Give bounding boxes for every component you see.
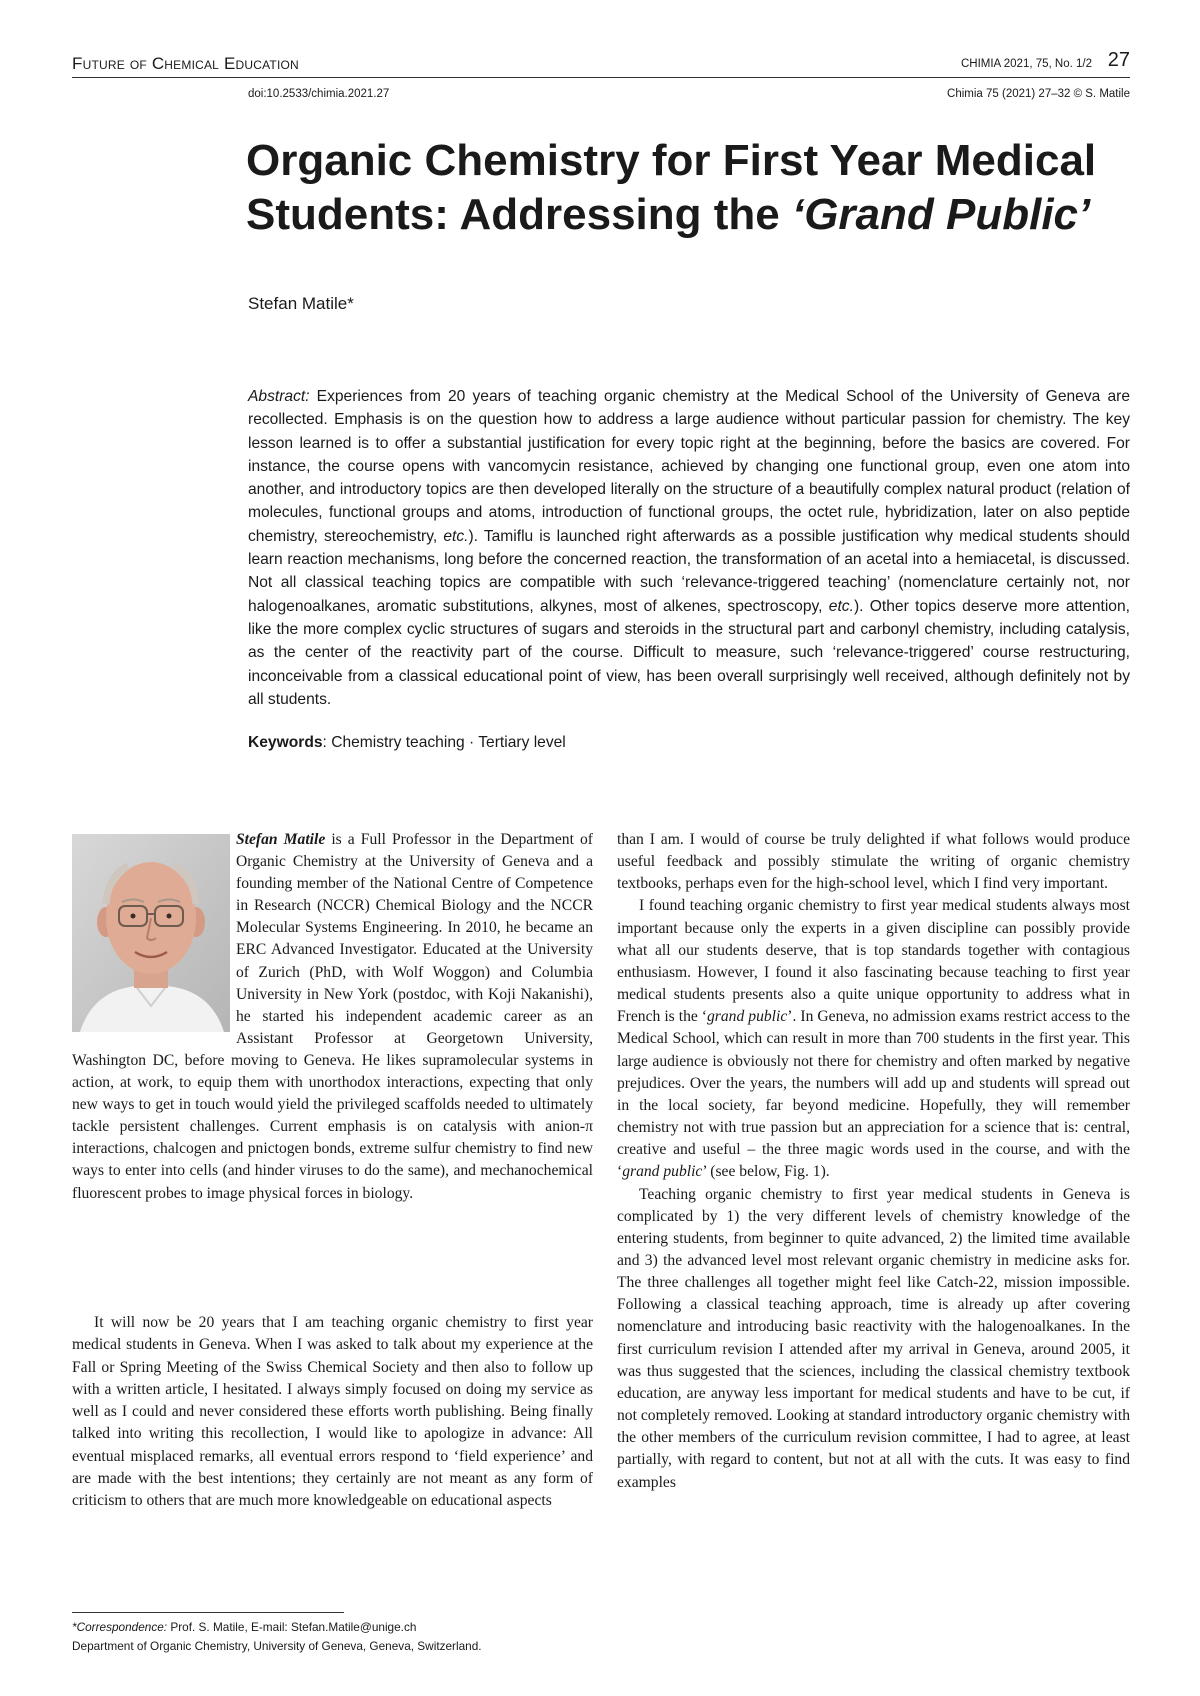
abstract (248, 385, 1130, 711)
abstract-text: ). Tamiflu is launched right afterwards as a possible justification why medical students should learn reaction mechanisms, long before the concerned reaction, the transformation of an acetal into a hemiacetal, is discussed. Not all classical teaching topics are compatible with such ‘relevance-triggered teaching’ (nomenclature certainly not, nor halogenoalkanes, aromatic substitutions, alkynes, most of alkenes, spectroscopy, (248, 527, 1130, 615)
body-paragraph: It will now be 20 years that I am teaching organic chemistry to first year medical students in Geneva. When I was asked to talk about my experience at the Fall or Spring Meeting of the Swiss Chemical Society and then also to follow up with a written article, I hesitated. I always simply focused on doing my service as well as I could and never considered these efforts worth publishing. Being finally talked into writing this recollection, I would like to apologize in advance: All eventual misplaced remarks, all eventual errors respond to ‘field experience’ and are made with the best intentions; they certainly are not meant as any form of criticism to others that are much more knowledgeable on educational aspects (72, 1314, 593, 1510)
journal-section-title (72, 54, 299, 74)
author-bio (72, 829, 593, 1205)
correspondence-text[interactable]: Prof. S. Matile, E-mail: Stefan.Matile@unige.ch (167, 1620, 417, 1634)
doi[interactable]: doi:10.2533/chimia.2021.27 (248, 88, 390, 100)
keywords-text: : Chemistry teaching · Tertiary level (322, 734, 566, 751)
page-number: 27 (1107, 49, 1130, 71)
section-label: Future of Chemical Education (72, 54, 299, 73)
footnote (72, 1618, 632, 1656)
right-column (617, 829, 1130, 1494)
body-paragraph (617, 895, 1130, 1183)
bio-name: Stefan Matile (236, 831, 326, 848)
affiliation: Department of Organic Chemistry, University of Geneva, Geneva, Switzerland. (72, 1639, 482, 1653)
copyright-line: Chimia 75 (2021) 27–32 © S. Matile (947, 88, 1130, 100)
emphasis-text: grand public (622, 1163, 703, 1181)
emphasis-text: grand public (707, 1008, 788, 1026)
abstract-text: ). Other topics deserve more attention, like the more complex cyclic structures of sugars and steroids in the structural part and carbonyl chemistry, including catalysis, as the center of the reactivity part of the course. Difficult to measure, such ‘relevance-triggered’ course restructuring, inconceivable from a classical educational point of view, has been overall surprisingly well received, although definitely not by all students. (248, 597, 1130, 708)
abstract-etc: etc. (443, 527, 469, 545)
keywords-label: Keywords (248, 734, 323, 751)
abstract-etc: etc. (828, 597, 854, 615)
article-title (246, 134, 1146, 242)
body-paragraph: Teaching organic chemistry to first year medical students in Geneva is complicated by 1) the very different levels of chemistry knowledge of the entering students, from beginner to quite advanced, 2) the limited time available and 3) the advanced level most relevant organic chemistry in medicine asks for. The three challenges all together might feel like Catch-22, mission impossible. Following a classical teaching approach, time is already up after covering nomenclature and introducing basic reactivity with the halogenoalkanes. In the first curriculum revision I attended after my arrival in Geneva, around 2005, it was thus suggested that the sciences, including the classical chemistry textbook education, are anyway less important for medical students and have to be cut, if not completely removed. Looking at standard introductory organic chemistry with the other members of the curriculum revision committee, I had to agree, at least partially, with regard to content, but not at all with the cuts. It was easy to find examples (617, 1185, 1130, 1491)
paragraph-text: I found teaching organic chemistry to first year medical students always most important because only the experts in a given discipline can possibly provide what all our students deserve, that is top standards together with contagious enthusiasm. However, I found it also fascinating because teaching to first year medical students presents also a quite unique opportunity to address what in French is the ‘ (617, 897, 1130, 1026)
header-divider (72, 77, 1130, 78)
abstract-text: Experiences from 20 years of teaching organic chemistry at the Medical School of the University of Geneva are recollected. Emphasis is on the question how to address a large audience without particular passion for chemistry. The key lesson learned is to offer a substantial justification for every topic right at the beginning, before the basics are covered. For instance, the course opens with vancomycin resistance, achieved by changing one functional group, even one atom into another, and introductory topics are then developed literally on the structure of a beautifully complex natural product (relation of molecules, functional groups and atoms, introduction of functional groups, the octet rule, hybridization, later on also peptide chemistry, stereochemistry, (248, 388, 1130, 545)
journal-info: CHIMIA 2021, 75, No. 1/2 (960, 58, 1092, 70)
title-emphasis: ‘Grand Public’ (791, 190, 1091, 239)
correspondence-label: *Correspondence: (72, 1620, 168, 1634)
author-name: Stefan Matile* (248, 294, 354, 313)
body-paragraph: than I am. I would of course be truly delighted if what follows would produce useful feedback and possibly stimulate the writing of organic chemistry textbooks, perhaps even for the high-school level, which I find very important. (617, 831, 1130, 893)
footnote-divider (72, 1612, 344, 1613)
bio-text: is a Full Professor in the Department of Organic Chemistry at the University of Geneva and a founding member of the National Centre of Competence in Research (NCCR) Chemical Biology and the NCCR Molecular Systems Engineering. In 2010, he became an ERC Advanced Investigator. Educated at the University of Zurich (PhD, with Wolf Woggon) and Columbia University in New York (postdoc, with Koji Nakanishi), he started his independent academic career as an Assistant Professor at Georgetown University, Washington DC, before moving to Geneva. He likes supramolecular systems in action, at work, to equip them with unorthodox interactions, expecting that only new ways to get in touch would yield the privileged scaffolds needed to ultimately tackle persistent challenges. Current emphasis is on catalysis with anion-π interactions, chalcogen and pnictogen bonds, extreme sulfur chemistry to find new ways to enter into cells (and hinder viruses to do the same), and mechanochemical fluorescent probes to image physical forces in biology. (72, 831, 593, 1202)
keywords (248, 734, 566, 752)
paragraph-text: ’ (see below, Fig. 1). (702, 1163, 830, 1181)
paragraph-text: ’. In Geneva, no admission exams restrict access to the Medical School, which can result in more than 700 students in the first year. This large audience is obviously not there for chemistry and often marked by negative prejudices. Over the years, the numbers will add up and students will spread out in the local society, far beyond medicine. Hopefully, they will remember chemistry not with true passion but an appreciation for a science that is: central, creative and useful – the three magic words used in the course, and with the ‘ (617, 1008, 1130, 1181)
abstract-label: Abstract: (248, 388, 310, 405)
title-main: Organic Chemistry for First Year Medical Students: Addressing the (246, 136, 1097, 239)
